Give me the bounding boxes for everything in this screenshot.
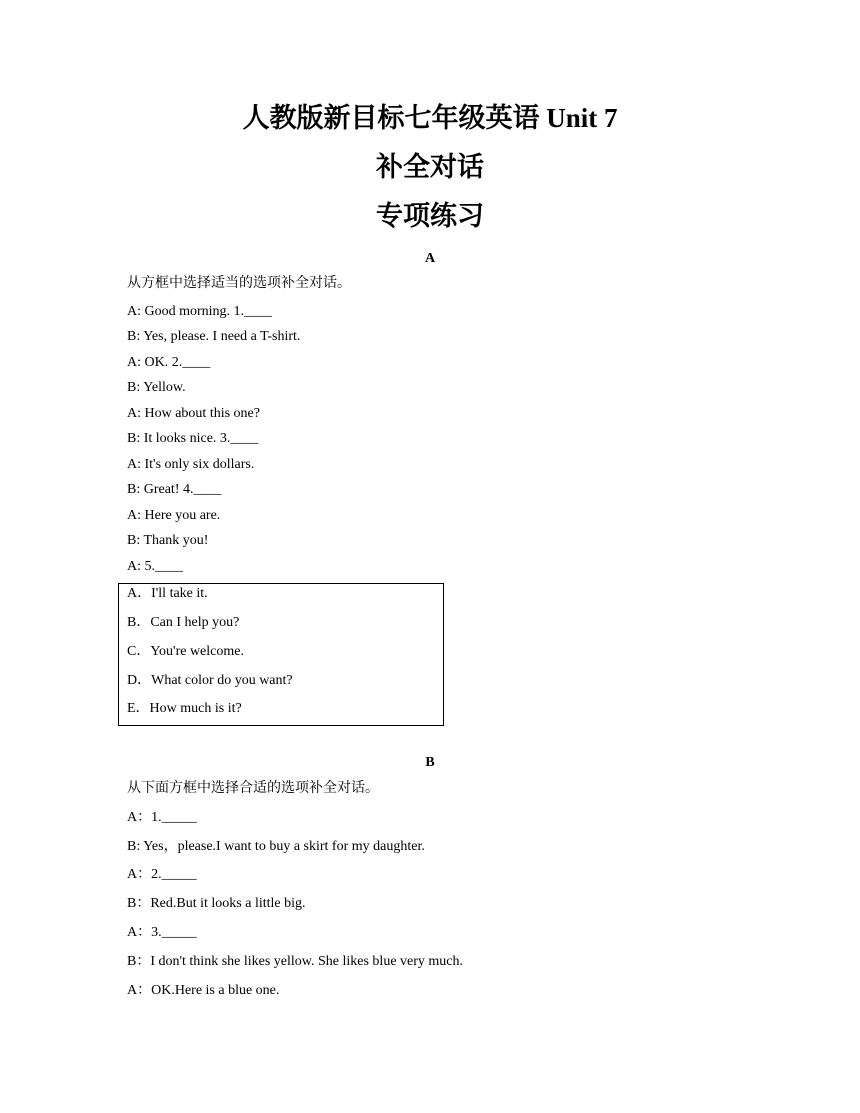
dialogue-line: B: Yellow. [127,380,186,395]
dialogue-line: B：Red.But it looks a little big. [127,896,306,911]
dialogue-line: A：2._____ [127,867,197,882]
options-box [118,583,444,726]
section-a-label: A [424,251,436,266]
dialogue-line: A: OK. 2.____ [127,355,211,370]
dialogue-line: A：1._____ [127,810,197,825]
dialogue-line: A: Good morning. 1.____ [127,304,273,319]
dialogue-line: B: Thank you! [127,533,209,548]
dialogue-line: B: Great! 4.____ [127,482,222,497]
option-b: B．Can I help you? [127,615,240,630]
section-b-instruction: 从下面方框中选择合适的选项补全对话。 [127,781,379,796]
dialogue-line: B: Yes, please. I need a T-shirt. [127,329,301,344]
section-a-instruction: 从方框中选择适当的选项补全对话。 [127,276,351,291]
document-title-line-2: 补全对话 [376,152,484,182]
dialogue-line: B：I don't think she likes yellow. She likes blue very much. [127,954,464,969]
option-d: D．What color do you want? [127,673,293,688]
dialogue-line: A: How about this one? [127,406,260,421]
dialogue-line: A: 5.____ [127,559,183,574]
option-a: A．I'll take it. [127,586,208,601]
document-title-line-3: 专项练习 [376,201,484,231]
dialogue-line: A: Here you are. [127,508,221,523]
document-title-line-1: 人教版新目标七年级英语 Unit 7 [242,103,618,133]
option-c: C．You're welcome. [127,644,244,659]
section-b-label: B [425,755,435,770]
dialogue-line: B: Yes，please.I want to buy a skirt for my daughter. [127,839,425,854]
dialogue-line: B: It looks nice. 3.____ [127,431,259,446]
dialogue-line: A：3._____ [127,925,197,940]
dialogue-line: A：OK.Here is a blue one. [127,983,280,998]
dialogue-line: A: It's only six dollars. [127,457,255,472]
option-e: E．How much is it? [127,701,242,716]
